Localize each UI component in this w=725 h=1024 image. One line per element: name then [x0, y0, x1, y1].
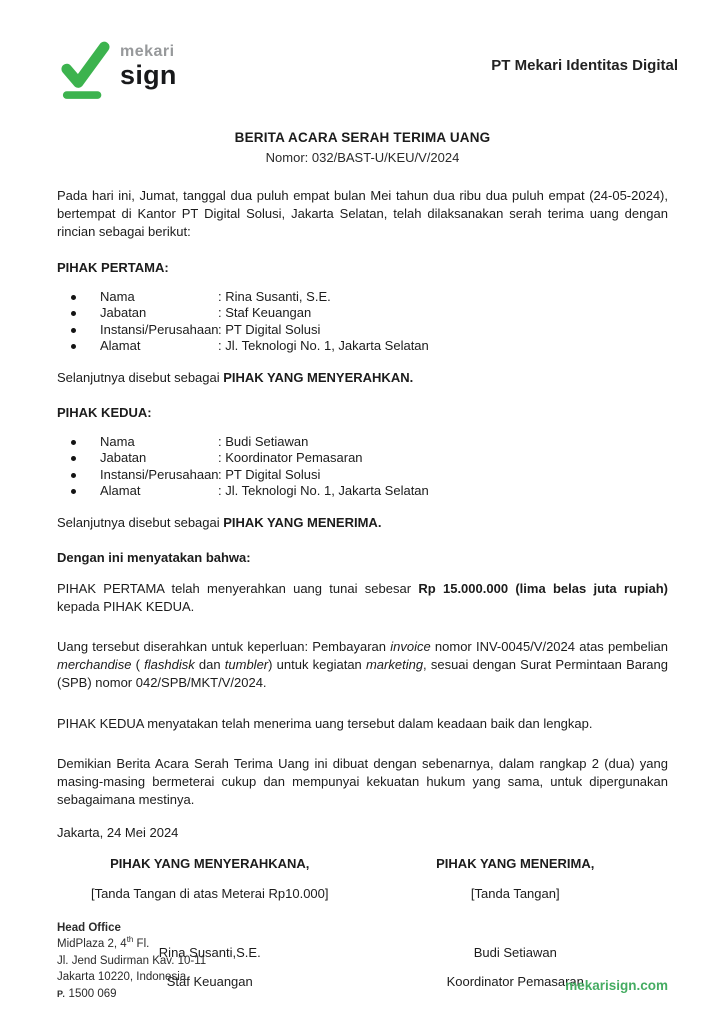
term-marketing: marketing	[365, 657, 424, 673]
letterhead	[0, 0, 725, 102]
purpose-text: (	[131, 657, 145, 673]
dateline: Jakarta, 24 Mei 2024	[57, 825, 179, 841]
note-designation: PIHAK YANG MENERIMA.	[223, 514, 382, 530]
bullet-icon	[71, 289, 100, 300]
document-title: BERITA ACARA SERAH TERIMA UANG	[234, 130, 491, 145]
address-line-3: Jakarta 10220, Indonesia	[57, 971, 187, 983]
document-number: Nomor: 032/BAST-U/KEU/V/2024	[265, 150, 460, 165]
signer-role-heading: PIHAK YANG MENYERAHKANA,	[110, 856, 310, 872]
field-label: Instansi/Perusahaan	[100, 466, 219, 482]
phone-number: 1500 069	[68, 987, 117, 1000]
address-text: Fl.	[133, 938, 150, 950]
declaration-heading: Dengan ini menyatakan bahwa:	[57, 549, 251, 565]
term-invoice: invoice	[390, 639, 431, 655]
address-line-1	[57, 936, 206, 953]
checkmark-logo-icon	[60, 40, 110, 102]
field-label: Jabatan	[100, 450, 147, 466]
party-first-heading: PIHAK PERTAMA:	[57, 259, 169, 275]
bullet-icon	[71, 450, 100, 461]
purpose-text: dan	[194, 657, 225, 673]
field-label: Nama	[100, 288, 135, 304]
address-line-2: Jl. Jend Sudirman Kav. 10-11	[57, 954, 207, 967]
company-name: PT Mekari Identitas Digital	[491, 57, 678, 74]
phone-line	[57, 986, 206, 1003]
logo-word-sign: sign	[120, 60, 177, 90]
party-second-fields	[57, 434, 668, 500]
purpose-paragraph	[57, 638, 668, 693]
field-row-instansi	[57, 467, 668, 484]
signature-column-right	[363, 856, 669, 989]
purpose-text: Uang tersebut diserahkan untuk keperluan: Pembayaran	[57, 639, 391, 655]
field-value: : Rina Susanti, S.E.	[218, 288, 331, 304]
receipt-paragraph: PIHAK KEDUA menyatakan telah menerima uang tersebut dalam keadaan baik dan lengkap.	[57, 715, 593, 731]
field-value: : Jl. Teknologi No. 1, Jakarta Selatan	[218, 483, 429, 499]
signer-title: Koordinator Pemasaran	[446, 974, 584, 990]
note-designation: PIHAK YANG MENYERAHKAN.	[223, 369, 414, 385]
field-value: : Staf Keuangan	[218, 305, 312, 321]
signer-role-heading: PIHAK YANG MENERIMA,	[436, 856, 595, 872]
signature-instruction: [Tanda Tangan di atas Meterai Rp10.000]	[90, 886, 329, 902]
ordinal-suffix: th	[126, 935, 134, 945]
bullet-icon	[71, 305, 100, 316]
field-label: Nama	[100, 433, 135, 449]
bullet-icon	[71, 483, 100, 494]
bullet-icon	[71, 467, 100, 478]
field-row-alamat	[57, 483, 668, 500]
field-row-nama	[57, 289, 668, 306]
term-merchandise: merchandise	[57, 657, 132, 673]
signer-title: Staf Keuangan	[166, 974, 253, 990]
field-label: Alamat	[100, 338, 141, 354]
field-value: : PT Digital Solusi	[218, 466, 321, 482]
intro-paragraph: Pada hari ini, Jumat, tanggal dua puluh empat bulan Mei tahun dua ribu dua puluh empat (24-05-2024), bertempat di Kantor PT Digital Solusi, Jakarta Selatan, telah dilaksanakan serah terima uang dengan rincian sebagai berikut:	[57, 188, 668, 240]
mekari-sign-logo	[60, 40, 177, 102]
footer-address-block	[57, 920, 206, 1003]
bullet-icon	[71, 338, 100, 349]
field-value: : Jl. Teknologi No. 1, Jakarta Selatan	[218, 338, 429, 354]
statement-text: kepada PIHAK KEDUA.	[57, 598, 195, 614]
purpose-text: , sesuai dengan Surat Permintaan Barang (SPB) nomor 042/SPB/MKT/V/2024.	[57, 657, 668, 691]
address-text: MidPlaza 2, 4	[57, 938, 127, 950]
logo-word-mekari: mekari	[120, 43, 175, 60]
logo-wordmark	[120, 40, 177, 89]
amount-text: Rp 15.000.000 (lima belas juta rupiah)	[418, 580, 668, 596]
field-value: : Budi Setiawan	[218, 433, 309, 449]
term-tumbler: tumbler	[224, 657, 269, 673]
term-flashdisk: flashdisk	[144, 657, 195, 673]
bullet-icon	[71, 322, 100, 333]
field-row-instansi	[57, 322, 668, 339]
party-first-fields	[57, 289, 668, 355]
party-second-note	[57, 514, 668, 532]
website-link[interactable]: mekarisign.com	[565, 978, 668, 993]
statement-text: PIHAK PERTAMA telah menyerahkan uang tunai sebesar	[57, 580, 419, 596]
bullet-icon	[71, 434, 100, 445]
field-row-alamat	[57, 338, 668, 355]
purpose-text: nomor INV-0045/V/2024 atas pembelian	[430, 639, 669, 655]
field-label: Jabatan	[100, 305, 147, 321]
signer-name: Rina Susanti,S.E.	[158, 945, 261, 961]
field-row-nama	[57, 434, 668, 451]
closing-paragraph: Demikian Berita Acara Serah Terima Uang ini dibuat dengan sebenarnya, dalam rangkap 2 (dua) yang masing-masing bermeterai cukup dan mempunyai kekuatan hukum yang sama, untuk dipergunakan sebagaimana mestinya.	[57, 755, 668, 808]
head-office-label: Head Office	[57, 921, 121, 934]
purpose-text: ) untuk kegiatan	[268, 657, 366, 673]
field-label: Instansi/Perusahaan	[100, 321, 219, 337]
note-prefix: Selanjutnya disebut sebagai	[57, 514, 224, 530]
signature-instruction: [Tanda Tangan]	[470, 886, 560, 902]
field-value: : PT Digital Solusi	[218, 321, 321, 337]
field-row-jabatan	[57, 305, 668, 322]
field-row-jabatan	[57, 450, 668, 467]
signer-name: Budi Setiawan	[473, 945, 557, 961]
party-second-heading: PIHAK KEDUA:	[57, 404, 152, 420]
field-value: : Koordinator Pemasaran	[218, 450, 363, 466]
statement-paragraph	[57, 580, 668, 616]
phone-label: P.	[57, 988, 66, 999]
note-prefix: Selanjutnya disebut sebagai	[57, 369, 224, 385]
party-first-note	[57, 369, 668, 387]
field-label: Alamat	[100, 483, 141, 499]
